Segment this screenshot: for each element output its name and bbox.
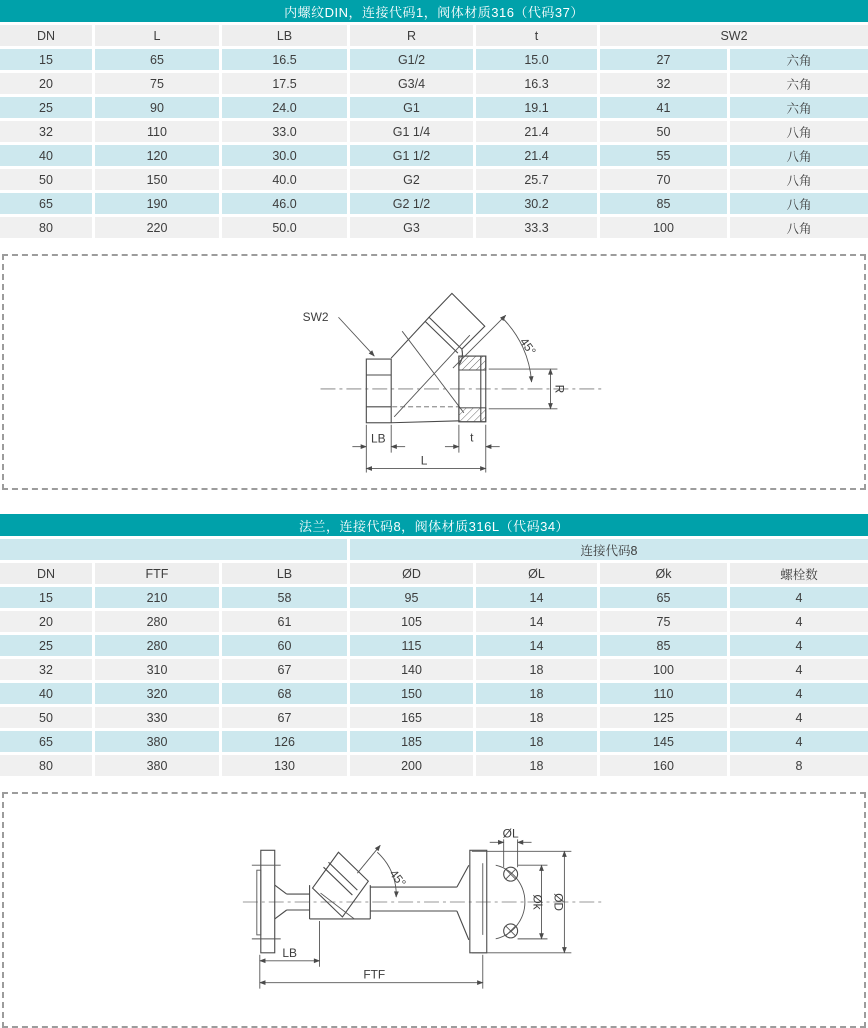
- table-cell: 50: [600, 121, 727, 142]
- table-cell: G2: [350, 169, 473, 190]
- table-cell: 145: [600, 731, 727, 752]
- table-cell: 120: [95, 145, 219, 166]
- table-row: [0, 587, 868, 608]
- flanged-diagram-box: [2, 792, 866, 1028]
- table-row: [0, 755, 868, 776]
- table-cell: 68: [222, 683, 347, 704]
- table-cell: 八角: [730, 193, 868, 214]
- table-cell: 200: [350, 755, 473, 776]
- ftf-dim-label: FTF: [363, 967, 386, 982]
- table-cell: 21.4: [476, 121, 597, 142]
- angle-45-label-2: 45°: [386, 866, 409, 890]
- column-header-cell: 螺栓数: [730, 563, 868, 584]
- table-cell: 20: [0, 611, 92, 632]
- table-cell: 16.5: [222, 49, 347, 70]
- column-header-cell: Øk: [600, 563, 727, 584]
- table-cell: 150: [95, 169, 219, 190]
- table-cell: 18: [476, 707, 597, 728]
- od-dim-label: ØD: [551, 893, 566, 911]
- table-cell: 380: [95, 731, 219, 752]
- table-cell: G1: [350, 97, 473, 118]
- column-header-cell: R: [350, 25, 473, 46]
- table-cell: 61: [222, 611, 347, 632]
- table-cell: 110: [600, 683, 727, 704]
- table-cell: 40: [0, 145, 92, 166]
- sw2-label: SW2: [302, 310, 329, 325]
- table-cell: 15.0: [476, 49, 597, 70]
- table-cell: 4: [730, 587, 868, 608]
- table-cell: 65: [0, 193, 92, 214]
- table-cell: 330: [95, 707, 219, 728]
- table-cell: 320: [95, 683, 219, 704]
- table-row: [0, 659, 868, 680]
- table-cell: 14: [476, 635, 597, 656]
- table-row: [0, 145, 868, 166]
- t-dim-label: t: [470, 430, 474, 445]
- column-header-cell: t: [476, 25, 597, 46]
- table-cell: 60: [222, 635, 347, 656]
- table-cell: 30.0: [222, 145, 347, 166]
- table-cell: 105: [350, 611, 473, 632]
- table-cell: 130: [222, 755, 347, 776]
- ok-dim-label: Øk: [530, 894, 545, 910]
- table-cell: 310: [95, 659, 219, 680]
- table-cell: 380: [95, 755, 219, 776]
- table-cell: G1 1/2: [350, 145, 473, 166]
- threaded-valve-diagram: [4, 256, 864, 488]
- table-cell: 17.5: [222, 73, 347, 94]
- table-cell: 50: [0, 169, 92, 190]
- table-cell: 33.0: [222, 121, 347, 142]
- table-cell: 65: [600, 587, 727, 608]
- table-cell: 25: [0, 635, 92, 656]
- table-cell: 30.2: [476, 193, 597, 214]
- table-cell: 4: [730, 635, 868, 656]
- table-cell: 210: [95, 587, 219, 608]
- table-cell: 70: [600, 169, 727, 190]
- table-cell: 14: [476, 587, 597, 608]
- table-cell: 126: [222, 731, 347, 752]
- table-cell: 33.3: [476, 217, 597, 238]
- table1-header-row: [0, 25, 868, 46]
- table-cell: 4: [730, 731, 868, 752]
- column-header-cell: DN: [0, 25, 92, 46]
- table-row: [0, 193, 868, 214]
- table-cell: 32: [0, 659, 92, 680]
- table-cell: 21.4: [476, 145, 597, 166]
- table-cell: G2 1/2: [350, 193, 473, 214]
- table-cell: 160: [600, 755, 727, 776]
- table-cell: 25.7: [476, 169, 597, 190]
- table-cell: 18: [476, 755, 597, 776]
- column-header-cell: L: [95, 25, 219, 46]
- table-cell: 110: [95, 121, 219, 142]
- column-header-cell: DN: [0, 563, 92, 584]
- column-header-cell: LB: [222, 563, 347, 584]
- table-cell: 16.3: [476, 73, 597, 94]
- table-cell: 4: [730, 683, 868, 704]
- table2-header-row: [0, 563, 868, 584]
- table-cell: 六角: [730, 73, 868, 94]
- table-cell: 65: [0, 731, 92, 752]
- table-cell: 18: [476, 731, 597, 752]
- table-cell: 75: [600, 611, 727, 632]
- table-cell: 41: [600, 97, 727, 118]
- threaded-diagram-box: [2, 254, 866, 490]
- table-cell: 八角: [730, 145, 868, 166]
- table2-title-bar: [0, 514, 868, 536]
- table-cell: 32: [600, 73, 727, 94]
- table-cell: 150: [350, 683, 473, 704]
- table-cell: 15: [0, 587, 92, 608]
- table-cell: 65: [95, 49, 219, 70]
- table-cell: 85: [600, 193, 727, 214]
- table-cell: 185: [350, 731, 473, 752]
- table-cell: 280: [95, 611, 219, 632]
- r-dim-label: R: [552, 384, 567, 394]
- angle-45-label: 45°: [516, 335, 539, 358]
- table-cell: 85: [600, 635, 727, 656]
- table-cell: 20: [0, 73, 92, 94]
- table-cell: G3: [350, 217, 473, 238]
- table-cell: 220: [95, 217, 219, 238]
- column-header-cell: FTF: [95, 563, 219, 584]
- column-header-cell: ØL: [476, 563, 597, 584]
- table-cell: 4: [730, 659, 868, 680]
- table2-title: 法兰，连接代码8，阀体材质316L（代码34）: [298, 518, 570, 534]
- table-cell: 80: [0, 217, 92, 238]
- table-cell: 六角: [730, 97, 868, 118]
- table-cell: 95: [350, 587, 473, 608]
- table-cell: 4: [730, 611, 868, 632]
- table-cell: 25: [0, 97, 92, 118]
- table-cell: G1 1/4: [350, 121, 473, 142]
- threaded-spec-table: [0, 22, 868, 241]
- flanged-valve-diagram: [4, 794, 864, 1026]
- table-cell: 4: [730, 707, 868, 728]
- table-cell: 125: [600, 707, 727, 728]
- table1-title-bar: [0, 0, 868, 22]
- table-cell: G3/4: [350, 73, 473, 94]
- table-cell: 115: [350, 635, 473, 656]
- table-cell: 15: [0, 49, 92, 70]
- table-row: [0, 611, 868, 632]
- table-cell: 19.1: [476, 97, 597, 118]
- table-row: [0, 683, 868, 704]
- column-header-cell: LB: [222, 25, 347, 46]
- table-cell: 190: [95, 193, 219, 214]
- table-cell: 六角: [730, 49, 868, 70]
- table-row: [0, 49, 868, 70]
- table-cell: 165: [350, 707, 473, 728]
- table-cell: 100: [600, 659, 727, 680]
- table-cell: 50: [0, 707, 92, 728]
- subheader-empty-cell: [0, 539, 347, 560]
- table-cell: 75: [95, 73, 219, 94]
- table-cell: 67: [222, 707, 347, 728]
- table-row: [0, 217, 868, 238]
- column-header-cell: SW2: [600, 25, 868, 46]
- lb-dim-label: LB: [370, 431, 386, 446]
- table-cell: 18: [476, 683, 597, 704]
- table-cell: 67: [222, 659, 347, 680]
- table-cell: 55: [600, 145, 727, 166]
- table-row: [0, 731, 868, 752]
- table1-title: 内螺纹DIN，连接代码1，阀体材质316（代码37）: [284, 4, 584, 20]
- table-row: [0, 635, 868, 656]
- table-cell: 24.0: [222, 97, 347, 118]
- table2-subheader-row: [0, 539, 868, 560]
- table-cell: 40.0: [222, 169, 347, 190]
- table-cell: 90: [95, 97, 219, 118]
- table-cell: 140: [350, 659, 473, 680]
- table-cell: 32: [0, 121, 92, 142]
- table-row: [0, 169, 868, 190]
- table-cell: 八角: [730, 169, 868, 190]
- table-row: [0, 121, 868, 142]
- table-cell: 40: [0, 683, 92, 704]
- ol-dim-label: ØL: [502, 826, 519, 841]
- table-cell: 100: [600, 217, 727, 238]
- table-cell: 80: [0, 755, 92, 776]
- table-cell: 14: [476, 611, 597, 632]
- column-header-cell: ØD: [350, 563, 473, 584]
- l-dim-label: L: [420, 453, 428, 468]
- table-cell: 50.0: [222, 217, 347, 238]
- table-cell: 280: [95, 635, 219, 656]
- table-cell: 58: [222, 587, 347, 608]
- table-cell: 八角: [730, 217, 868, 238]
- table-cell: G1/2: [350, 49, 473, 70]
- table-row: [0, 73, 868, 94]
- lb-dim-label-2: LB: [282, 945, 297, 960]
- table-cell: 八角: [730, 121, 868, 142]
- table-cell: 8: [730, 755, 868, 776]
- table-cell: 46.0: [222, 193, 347, 214]
- table-row: [0, 97, 868, 118]
- table-row: [0, 707, 868, 728]
- flanged-spec-table: [0, 536, 868, 779]
- table-cell: 18: [476, 659, 597, 680]
- connection-code-span-cell: 连接代码8: [350, 539, 868, 560]
- table-cell: 27: [600, 49, 727, 70]
